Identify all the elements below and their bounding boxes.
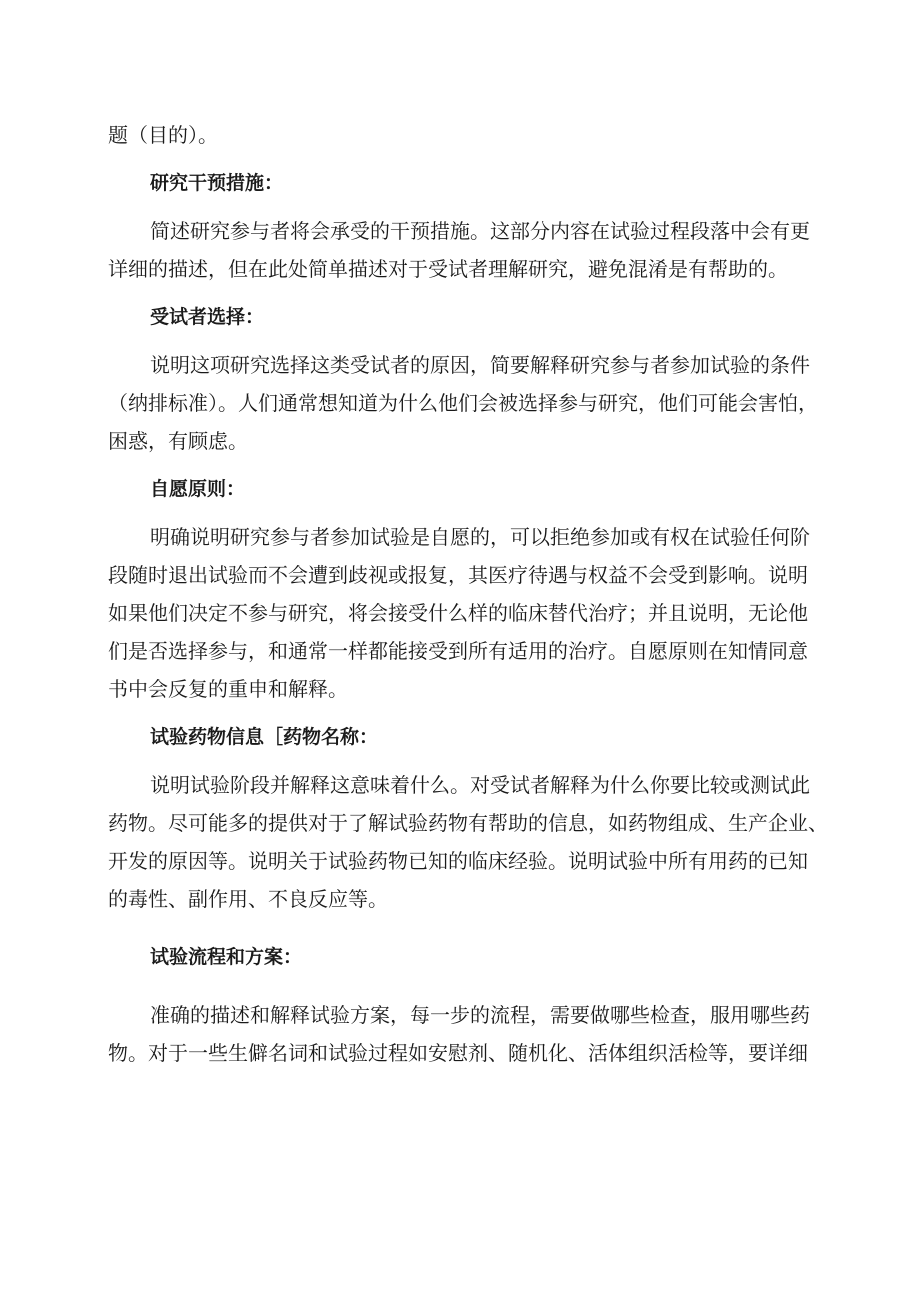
paragraph-line: 明确说明研究参与者参加试验是自愿的，可以拒绝参加或有权在试验任何阶 — [150, 525, 810, 549]
paragraph-line: 简述研究参与者将会承受的干预措施。这部分内容在试验过程段落中会有更 — [150, 219, 810, 243]
section-heading-drug-info: 试验药物信息［药物名称： — [150, 726, 379, 748]
paragraph-line: 的毒性、副作用、不良反应等。 — [108, 887, 388, 911]
paragraph-line: 书中会反复的重申和解释。 — [108, 677, 348, 701]
paragraph-procedure — [108, 1000, 820, 1076]
section-heading-intervention: 研究干预措施： — [150, 172, 284, 194]
paragraph-voluntary — [108, 522, 820, 712]
continuation-line: 题（目的）。 — [108, 123, 218, 147]
document-page — [108, 120, 828, 1076]
paragraph-line: 们是否选择参与，和通常一样都能接受到所有适用的治疗。自愿原则在知情同意 — [108, 639, 808, 663]
section-heading-voluntary: 自愿原则： — [150, 478, 246, 500]
paragraph-line: 准确的描述和解释试验方案，每一步的流程，需要做哪些检查，服用哪些药 — [150, 1003, 810, 1027]
paragraph-subject-selection — [108, 350, 820, 464]
paragraph-drug-info — [108, 770, 828, 922]
paragraph-line: 说明试验阶段并解释这意味着什么。对受试者解释为什么你要比较或测试此 — [150, 773, 810, 797]
paragraph-line: 说明这项研究选择这类受试者的原因，简要解释研究参与者参加试验的条件 — [150, 353, 810, 377]
paragraph-line: 困惑，有顾虑。 — [108, 429, 248, 453]
paragraph-line: 药物。尽可能多的提供对于了解试验药物有帮助的信息，如药物组成、生产企业、 — [108, 811, 828, 835]
paragraph-line: 段随时退出试验而不会遭到歧视或报复，其医疗待遇与权益不会受到影响。说明 — [108, 563, 808, 587]
paragraph-line: 如果他们决定不参与研究，将会接受什么样的临床替代治疗；并且说明，无论他 — [108, 601, 808, 625]
paragraph-intervention — [108, 216, 820, 292]
paragraph-line: 物。对于一些生僻名词和试验过程如安慰剂、随机化、活体组织活检等，要详细 — [108, 1041, 808, 1065]
section-heading-procedure: 试验流程和方案： — [150, 946, 303, 968]
paragraph-line: 详细的描述，但在此处简单描述对于受试者理解研究，避免混淆是有帮助的。 — [108, 257, 788, 281]
section-heading-subject-selection: 受试者选择： — [150, 306, 265, 328]
paragraph-line: 开发的原因等。说明关于试验药物已知的临床经验。说明试验中所有用药的已知 — [108, 849, 808, 873]
paragraph-line: （纳排标准）。人们通常想知道为什么他们会被选择参与研究，他们可能会害怕， — [108, 391, 818, 415]
